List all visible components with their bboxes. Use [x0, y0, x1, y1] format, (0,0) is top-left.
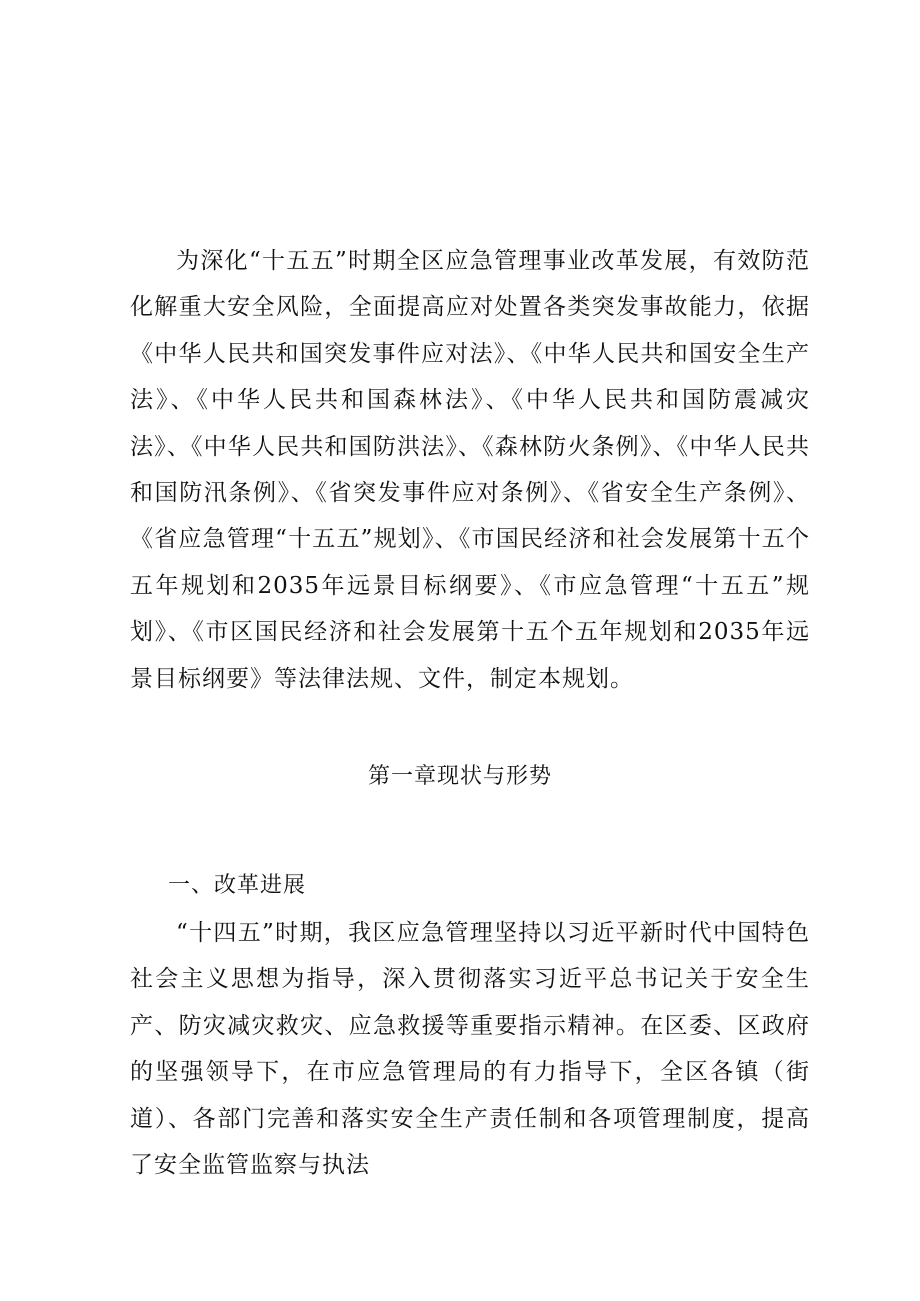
intro-paragraph: 为深化“十五五”时期全区应急管理事业改革发展，有效防范化解重大安全风险，全面提高应对处置各类突发事故能力，依据《中华人民共和国突发事件应对法》、《中华人民共和国安全生产法》、《中华人民共和国森林法》、《中华人民共和国防震减灾法》、《中华人民共和国防洪法》、《森林防火条例》、《中华人民共和国防汛条例》、《省突发事件应对条例》、《省安全生产条例》、《省应急管理“十五五”规划》、《市国民经济和社会发展第十五个五年规划和2035年远景目标纲要》、《市应急管理“十五五”规划》、《市区国民经济和社会发展第十五个五年规划和2035年远景目标纲要》等法律法规、文件，制定本规划。: [130, 248, 810, 692]
section-paragraph: “十四五”时期，我区应急管理坚持以习近平新时代中国特色社会主义思想为指导，深入贯彻落实习近平总书记关于安全生产、防灾减灾救灾、应急救援等重要指示精神。在区委、区政府的坚强领导下，在市应急管理局的有力指导下，全区各镇（街道）、各部门完善和落实安全生产责任制和各项管理制度，提高了安全监管监察与执法: [130, 920, 810, 1179]
chapter-title: 第一章现状与形势: [367, 764, 552, 789]
section-title: 一、改革进展: [168, 873, 307, 898]
